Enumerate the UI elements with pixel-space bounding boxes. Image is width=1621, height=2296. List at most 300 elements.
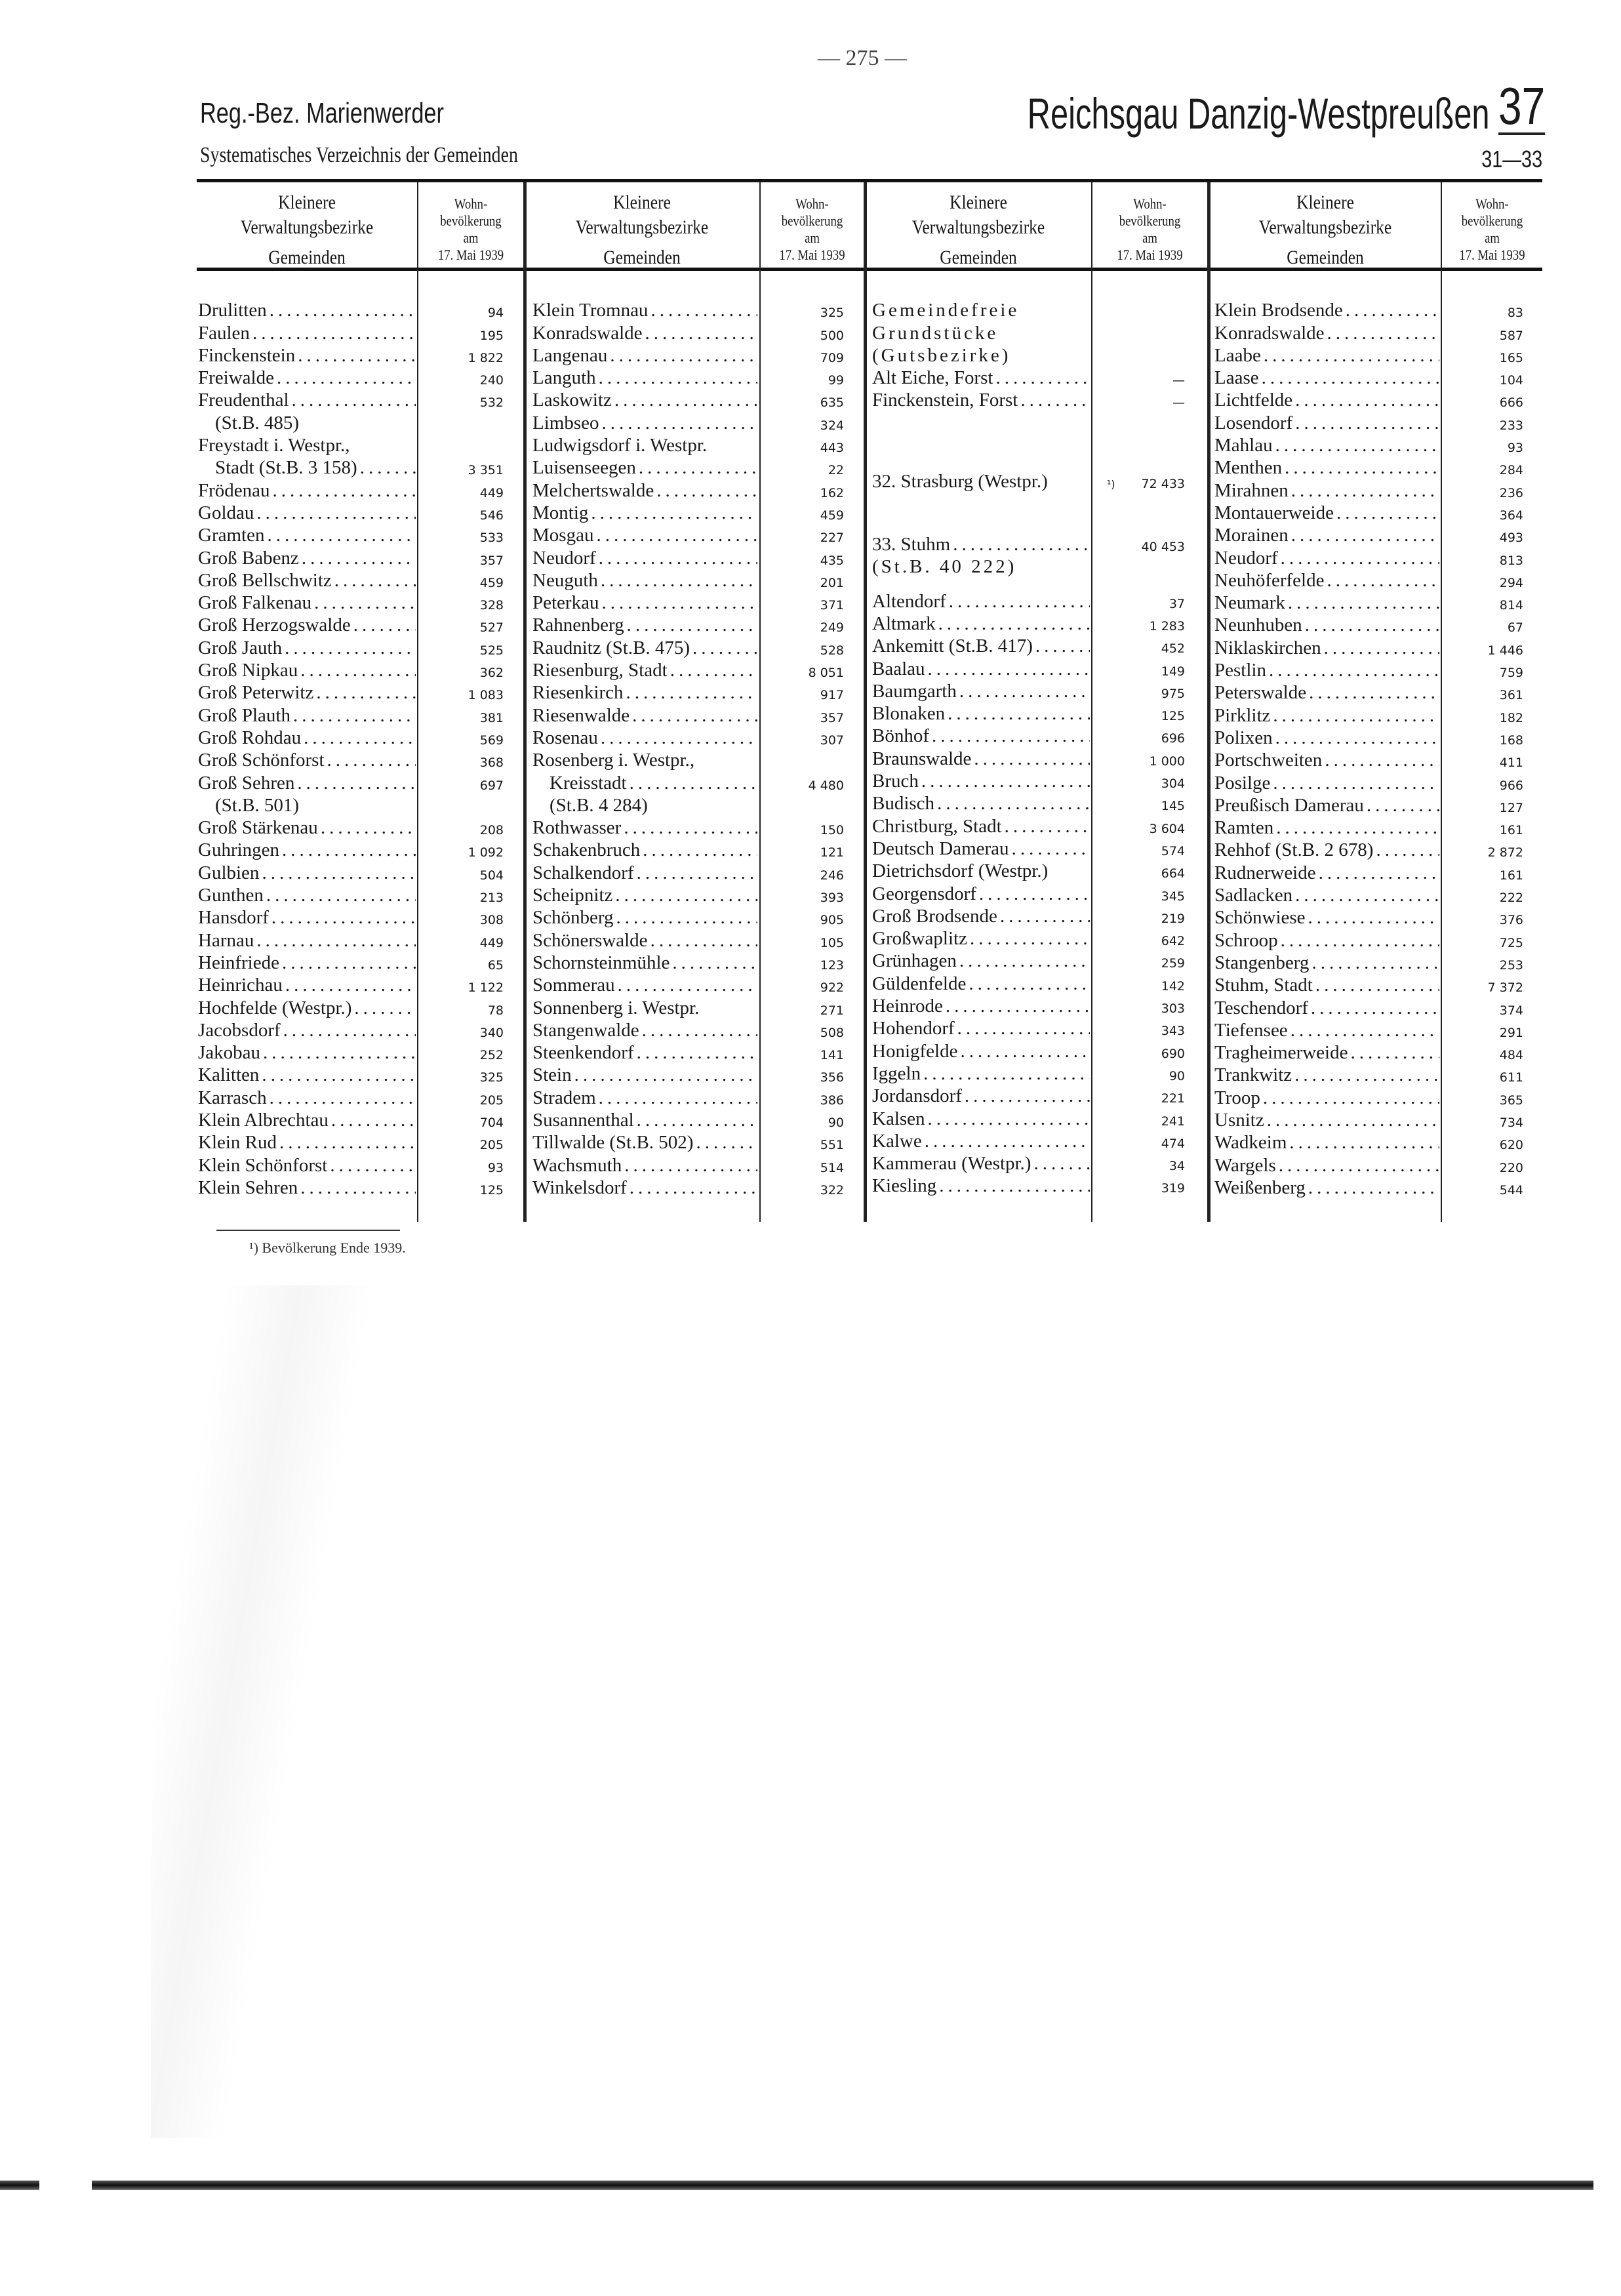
municipality-name (532, 614, 757, 636)
dot-leader (588, 502, 757, 524)
list-item (532, 816, 844, 839)
municipality-name (198, 547, 416, 569)
header-label: Verwaltungsbezirke (911, 216, 1045, 238)
value-text: 343 (1161, 1024, 1185, 1039)
dot-leader (351, 997, 416, 1019)
list-item (532, 974, 844, 996)
municipality-name (1214, 727, 1439, 749)
name-text: (St.B. 485) (215, 412, 300, 433)
name-text: Freiwalde (198, 367, 274, 389)
population-value (1500, 463, 1523, 477)
list-item (872, 747, 1185, 769)
list-item (532, 1154, 844, 1176)
name-text: Neunhuben (1214, 614, 1302, 636)
dot-leader (351, 614, 416, 636)
dot-leader (299, 547, 416, 569)
list-item (198, 524, 504, 546)
dot-leader (298, 659, 416, 681)
dot-leader (1273, 727, 1439, 749)
population-value (488, 1161, 504, 1175)
dot-leader (624, 614, 757, 636)
municipality-name (1214, 772, 1439, 794)
population-value (1161, 687, 1185, 701)
name-text: Groß Babenz (198, 547, 299, 569)
list-item (1214, 749, 1523, 771)
value-text: 22 (828, 463, 844, 478)
list-item (872, 950, 1185, 972)
municipality-name (872, 725, 1090, 747)
list-item (198, 771, 504, 794)
population-value (1500, 531, 1523, 545)
value-text: 105 (820, 935, 844, 950)
value-text: 149 (1161, 664, 1185, 679)
dot-leader (254, 929, 416, 952)
population-value (468, 980, 504, 995)
dot-leader (277, 1131, 416, 1154)
name-text: Klein Sehren (198, 1177, 298, 1198)
municipality-name (198, 884, 416, 906)
municipality-name (532, 1041, 757, 1064)
name-text: Steenkendorf (532, 1042, 634, 1064)
value-text: 236 (1499, 485, 1523, 500)
value-text: 304 (1161, 776, 1185, 792)
value-text: 374 (1499, 1003, 1523, 1018)
name-text: Sadlacken (1214, 885, 1293, 906)
municipality-name (532, 749, 694, 771)
value-text: — (1172, 395, 1185, 411)
population-value (820, 733, 844, 748)
dot-leader (1287, 1131, 1439, 1154)
municipality-name (532, 322, 757, 344)
value-text: 141 (820, 1048, 844, 1063)
dot-leader (267, 1087, 416, 1109)
header-name-column (866, 190, 1091, 270)
name-text: Gunthen (198, 885, 264, 906)
dot-leader (993, 367, 1090, 389)
dot-leader (668, 659, 757, 681)
population-value (1161, 641, 1185, 656)
dot-leader (1273, 434, 1439, 456)
dot-leader (1031, 1152, 1090, 1175)
header-label: Kleinere (950, 191, 1007, 213)
list-item (1214, 906, 1523, 929)
table-column (1214, 299, 1523, 1199)
dot-leader (957, 680, 1090, 702)
value-text: 975 (1161, 686, 1185, 701)
dot-leader (614, 906, 757, 929)
municipality-name (532, 906, 757, 929)
list-item (198, 479, 504, 501)
population-value (1508, 441, 1523, 455)
value-text: 459 (820, 508, 844, 523)
list-item (198, 614, 504, 636)
name-text: Schönerswalde (532, 929, 648, 951)
scan-edge-gap (39, 2179, 92, 2192)
value-text: 357 (479, 553, 504, 568)
list-item (1214, 1131, 1523, 1154)
value-text: 249 (820, 620, 844, 635)
list-item (198, 456, 504, 479)
dot-leader (654, 479, 757, 502)
municipality-name (532, 839, 757, 861)
list-item (1214, 344, 1523, 367)
value-text: 696 (1161, 731, 1185, 746)
value-text: 1 092 (468, 845, 504, 860)
value-text: 328 (479, 598, 504, 613)
list-item (532, 659, 844, 681)
population-value (820, 1070, 844, 1085)
population-value (820, 620, 844, 635)
dot-leader (946, 590, 1090, 613)
list-item (198, 816, 504, 839)
name-text: Trankwitz (1214, 1064, 1292, 1086)
dot-leader (950, 533, 1090, 555)
list-item (1214, 704, 1523, 726)
municipality-name (872, 1108, 1090, 1130)
population-value (1500, 801, 1523, 815)
value-text: 922 (820, 980, 844, 996)
district-subheading (872, 555, 1090, 578)
population-value (1161, 776, 1185, 791)
municipality-name (198, 569, 416, 592)
name-text: Deutsch Damerau (872, 837, 1009, 859)
population-value (468, 845, 504, 860)
sheet-number: 37 (1498, 77, 1546, 135)
municipality-name (198, 1041, 416, 1064)
value-text: 125 (479, 1182, 504, 1198)
dot-leader (1033, 635, 1090, 657)
list-item (1214, 479, 1523, 501)
dot-leader (936, 613, 1090, 635)
value-text: 123 (820, 957, 844, 973)
value-text: 127 (1499, 800, 1523, 815)
population-value (480, 936, 504, 950)
population-value (480, 1026, 504, 1040)
municipality-name (872, 748, 1090, 770)
dot-leader (267, 299, 416, 321)
dot-leader (1292, 1064, 1439, 1086)
dot-leader (282, 637, 416, 659)
dot-leader (627, 1177, 757, 1199)
value-text: 1 122 (468, 980, 504, 996)
population-value (480, 1048, 504, 1062)
name-text: Kalitten (198, 1064, 260, 1086)
column-divider (1441, 182, 1442, 1222)
municipality-name (1214, 862, 1439, 884)
name-text: Posilge (1214, 772, 1271, 794)
population-value (480, 778, 504, 793)
value-text: 525 (479, 643, 504, 658)
list-item (872, 635, 1185, 657)
municipality-name (532, 479, 757, 502)
list-item (1214, 389, 1523, 411)
value-text: 195 (479, 328, 504, 343)
population-value (1161, 1024, 1185, 1038)
list-item (1214, 299, 1523, 321)
dot-leader (260, 1041, 416, 1064)
value-text: 905 (820, 913, 844, 928)
municipality-name (198, 389, 416, 411)
municipality-name (1214, 749, 1439, 771)
municipality-name (198, 1109, 416, 1131)
value-text: 546 (479, 508, 504, 523)
value-text: 142 (1161, 978, 1185, 994)
list-item (532, 1086, 844, 1108)
value-text: 3 351 (468, 463, 504, 478)
name-text: Mosgau (532, 525, 594, 546)
value-text: 459 (479, 575, 504, 590)
dot-leader (1325, 322, 1439, 344)
municipality-name (532, 884, 757, 906)
municipality-name (1214, 1131, 1439, 1154)
municipality-name (198, 299, 416, 321)
dot-leader (1306, 906, 1439, 929)
dot-leader (259, 862, 416, 884)
name-text: Bruch (872, 771, 919, 792)
name-text: Ludwigsdorf i. Westpr. (532, 435, 708, 456)
name-text: Mirahnen (1214, 479, 1289, 501)
header-population-column (1092, 195, 1207, 264)
name-text: Scheipnitz (532, 885, 613, 906)
dot-leader (572, 1064, 757, 1086)
value-text: 67 (1507, 620, 1523, 635)
district-heading-strasburg (872, 470, 1185, 492)
population-value (1172, 395, 1185, 410)
value-text: 72 433 (1141, 476, 1185, 491)
municipality-name (532, 1177, 757, 1199)
population-value (480, 1070, 504, 1085)
dot-leader (1260, 1087, 1439, 1109)
population-value (1161, 731, 1185, 746)
header-name-column (1210, 190, 1441, 270)
list-item (1214, 929, 1523, 951)
dot-leader (274, 367, 416, 389)
dot-leader (919, 770, 1090, 792)
list-item (1214, 434, 1523, 456)
dot-leader (332, 569, 416, 592)
name-text: 33. Stuhm (872, 534, 951, 555)
list-item (532, 929, 844, 951)
population-value (1500, 373, 1523, 388)
population-value (480, 373, 504, 388)
list-item (532, 614, 844, 636)
municipality-name (1214, 681, 1439, 704)
list-item (1214, 502, 1523, 524)
population-value (1500, 1161, 1523, 1175)
list-item (1214, 659, 1523, 681)
value-text: 393 (820, 891, 844, 906)
header-label: am (1485, 230, 1500, 246)
header-label: am (805, 230, 820, 246)
dot-leader (627, 772, 757, 794)
municipality-name (1214, 1177, 1439, 1199)
population-value (820, 980, 844, 995)
dot-leader (1282, 456, 1439, 479)
municipality-name (872, 344, 1011, 367)
name-text: Peterswalde (1214, 682, 1307, 704)
value-text: 484 (1499, 1048, 1523, 1063)
list-item (198, 569, 504, 592)
name-text: Polixen (1214, 727, 1273, 748)
name-text: Montig (532, 502, 589, 523)
name-text: Klein Rud (198, 1132, 277, 1154)
header-label: Wohn- (795, 195, 829, 212)
municipality-name (198, 704, 416, 727)
name-text: Guhringen (198, 839, 280, 861)
municipality-name (872, 1017, 1090, 1039)
dot-leader (1373, 839, 1439, 861)
municipality-name (872, 792, 1090, 815)
dot-leader (1276, 1154, 1439, 1177)
header-label: bevölkerung (1119, 212, 1181, 229)
dot-leader (648, 929, 757, 952)
municipality-name (872, 590, 1090, 613)
name-text: Teschendorf (1214, 997, 1308, 1018)
list-item (198, 727, 504, 749)
municipality-name (198, 681, 416, 704)
list-item (1214, 681, 1523, 704)
municipality-name (532, 727, 757, 749)
municipality-name (532, 547, 757, 569)
name-text: Schroop (1214, 929, 1278, 951)
value-text: 208 (479, 823, 504, 838)
name-text: Altendorf (872, 590, 946, 612)
population-value (1169, 1069, 1185, 1083)
municipality-name (1214, 997, 1439, 1019)
scan-stain (151, 1285, 374, 2138)
dot-leader (1364, 794, 1439, 816)
list-item (532, 636, 844, 658)
population-value (1500, 395, 1523, 410)
list-item (1214, 884, 1523, 906)
list-item (872, 680, 1185, 702)
dot-leader (640, 839, 757, 861)
list-item (872, 882, 1185, 904)
name-text: Menthen (1214, 457, 1283, 479)
name-text: Groß Peterwitz (198, 682, 314, 704)
value-text: 508 (820, 1025, 844, 1040)
population-value (1500, 1026, 1523, 1040)
value-text: 917 (820, 688, 844, 703)
population-value (1488, 980, 1523, 995)
value-text: 664 (1161, 866, 1185, 881)
dot-leader (634, 1041, 757, 1064)
dot-leader (301, 727, 416, 749)
list-item (1214, 1154, 1523, 1176)
dot-leader (934, 792, 1090, 815)
dot-leader (596, 367, 757, 389)
dot-leader (298, 1177, 416, 1199)
population-value (820, 1183, 844, 1198)
header-label: Kleinere (278, 191, 336, 213)
list-item (1214, 1064, 1523, 1086)
name-text: Dietrichsdorf (Westpr.) (872, 860, 1049, 882)
municipality-name (872, 1040, 1090, 1062)
name-text: Groß Jauth (198, 637, 283, 658)
value-text: 435 (820, 553, 844, 568)
dot-leader (1009, 837, 1090, 860)
municipality-name (1214, 412, 1439, 434)
header-label: bevölkerung (440, 212, 502, 229)
municipality-name (532, 952, 757, 974)
population-value (820, 329, 844, 343)
dot-leader (922, 1130, 1090, 1152)
header-label: 17. Mai 1939 (1117, 247, 1183, 263)
value-text: 4 480 (808, 778, 844, 793)
population-value (1107, 477, 1185, 491)
name-text: Stangenwalde (532, 1019, 639, 1041)
dot-leader (593, 524, 757, 546)
municipality-name (532, 1154, 757, 1177)
name-text: Stuhm, Stadt (1214, 975, 1313, 996)
value-text: 620 (1499, 1138, 1523, 1153)
list-item (1214, 456, 1523, 479)
value-text: 252 (479, 1048, 504, 1063)
name-text: Groß Bellschwitz (198, 569, 332, 591)
list-item (198, 906, 504, 929)
municipality-name (198, 637, 416, 659)
list-item (198, 884, 504, 906)
list-item (1214, 1177, 1523, 1199)
name-text: Rosenberg i. Westpr., (532, 750, 695, 771)
municipality-name (198, 862, 416, 884)
list-item (872, 815, 1185, 837)
section-heading (872, 299, 1090, 321)
municipality-name (532, 929, 757, 952)
list-item (198, 411, 416, 433)
municipality-name (1214, 704, 1439, 727)
municipality-name (198, 749, 416, 771)
header-population-column (418, 195, 523, 264)
name-text: Neudorf (1214, 547, 1278, 569)
municipality-name (532, 524, 757, 546)
dot-leader (279, 952, 416, 974)
dot-leader (1285, 592, 1439, 614)
name-text: Schakenbruch (532, 839, 641, 861)
header-label: 17. Mai 1939 (1459, 247, 1525, 263)
population-value (480, 823, 504, 837)
municipality-name (1214, 299, 1439, 321)
list-item (872, 1062, 1185, 1085)
list-item (198, 952, 504, 974)
dot-leader (615, 974, 757, 996)
name-text: Finckenstein, Forst (872, 390, 1018, 411)
value-text: 168 (1499, 733, 1523, 748)
municipality-name (198, 524, 416, 546)
name-text: 32. Strasburg (Westpr.) (872, 470, 1048, 492)
list-item (532, 592, 844, 614)
municipality-name (532, 772, 757, 794)
value-text: 93 (487, 1160, 504, 1175)
dot-leader (1334, 502, 1439, 524)
list-item (872, 1152, 1185, 1175)
value-text: 205 (479, 1138, 504, 1153)
name-text: Budisch (872, 793, 935, 815)
value-text: 527 (479, 620, 504, 635)
population-value (1500, 868, 1523, 883)
population-value (1500, 1003, 1523, 1018)
dot-leader (636, 456, 757, 479)
name-text: Neuhöferfelde (1214, 569, 1325, 591)
municipality-name (872, 950, 1090, 972)
value-text: 551 (820, 1138, 844, 1153)
list-item (872, 725, 1185, 747)
value-text: 219 (1161, 911, 1185, 926)
dot-leader (596, 1087, 757, 1109)
population-value (480, 643, 504, 658)
name-text: Rothwasser (532, 817, 622, 839)
municipality-name (532, 1019, 757, 1041)
